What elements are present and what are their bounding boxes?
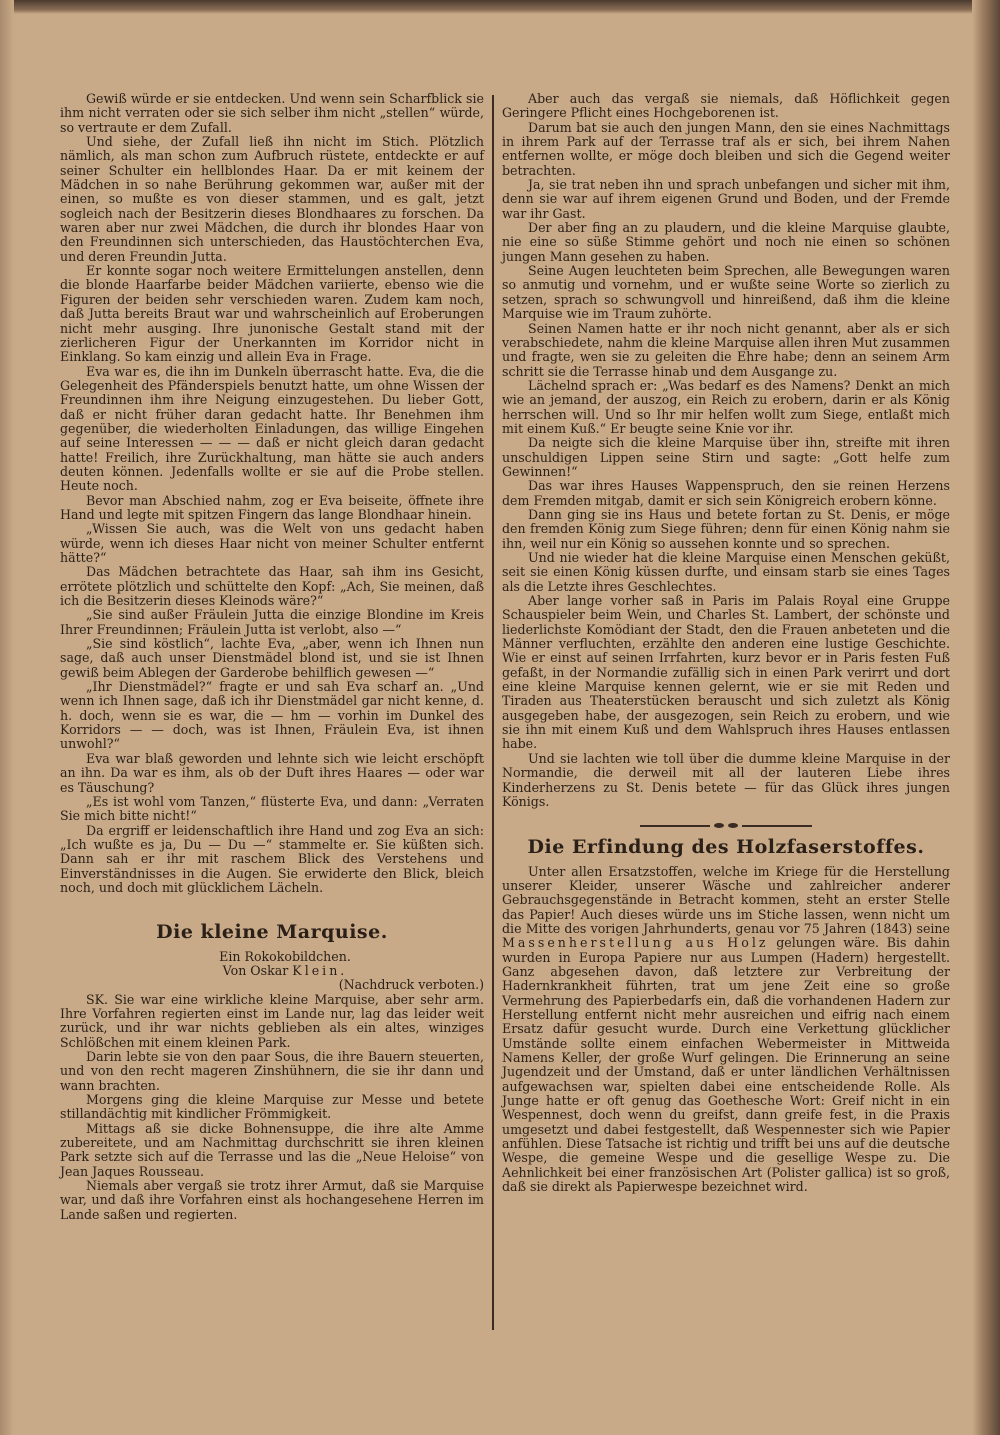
page-right-edge [972, 0, 1000, 1435]
paragraph: Morgens ging die kleine Marquise zur Messe und betete stillandächtig mit kindlicher Frömmigkeit. [60, 1092, 484, 1122]
paragraph: Und siehe, der Zufall ließ ihn nicht im Stich. Plötzlich nämlich, als man schon zum Aufbruch rüstete, entdeckte er auf seiner Schulter ein hellblondes Haar. Da er mit keinem der Mädchen in so nahe Berührung gekommen war, außer mit der einen, so mußte es von dieser stammen, und es galt, jetzt sogleich nach der Besitzerin dieses Blondhaares zu forschen. Da waren aber nur zwei Mädchen, die durch ihr blondes Haar von den Freundinnen sich unterschieden, das Haustöchterchen Eva, und deren Freundin Jutta. [60, 134, 484, 264]
paragraph: Seine Augen leuchteten beim Sprechen, alle Bewegungen waren so anmutig und vornehm, und er wußte seine Worte so zierlich zu setzen, sprach so schwungvoll und hinreißend, daß ihm die kleine Marquise wie im Traum zuhörte. [502, 263, 950, 322]
story-marquise-continued [502, 92, 950, 809]
text: gelungen wäre. Bis dahin wurden in Europa Papiere nur aus Lumpen (Hadern) hergestellt. Ganz abgesehen davon, daß letztere zur Verbreitung der Hadernkrankheit führten, trat um jene Zeit eine so große Vermehrung des Papierbedarfs ein, daß die vorhandenen Hadern zur Herstellung entfernt nicht mehr ausreichen und eifrig nach einem Ersatz dafür gesucht wurde. Durch eine Verkettung glücklicher Umstände sollte einem einfachen Webermeister in Mittweida Namens Keller, der große Wurf gelingen. Die Erinnerung an seine Jugendzeit und der Umstand, daß er unter ländlichen Verhältnissen aufgewachsen war, spielten dabei eine entscheidende Rolle. Als Junge hatte er oft genug das Goethesche Wort: Greif nicht in ein Wespennest, doch wenn du greifst, dann greife fest, in die Praxis umgesetzt und dabei festgestellt, daß Wespennester sich wie Papier anfühlen. Diese Tatsache ist richtig und trifft bei uns auf die deutsche Wespe, die gemeine Wespe und die gesellige Wespe zu. Die Aehnlichkeit bei einer französischen Art (Polister gallica) ist so groß, daß sie direkt als Papierwespe bezeichnet wird. [502, 935, 951, 1195]
paragraph: „Sie sind köstlich“, lachte Eva, „aber, wenn ich Ihnen nun sage, daß auch unser Dienstmädel blond ist, und sie ist Ihnen gewiß beim Ablegen der Garderobe behilflich gewesen —“ [60, 636, 484, 680]
paragraph: Da neigte sich die kleine Marquise über ihn, streifte mit ihren unschuldigen Lippen seine Stirn und sagte: „Gott helfe zum Gewinnen!“ [502, 435, 950, 479]
paragraph: Darin lebte sie von den paar Sous, die ihre Bauern steuerten, und von den recht mageren Zinshühnern, die sie ihr dann und wann brachten. [60, 1049, 484, 1093]
paragraph: Das Mädchen betrachtete das Haar, sah ihm ins Gesicht, errötete plötzlich und schüttelte den Kopf: „Ach, Sie meinen, daß ich die Besitzerin dieses Kleinods wäre?“ [60, 564, 484, 609]
paragraph [502, 865, 950, 1195]
story-continuation [60, 92, 484, 895]
paragraph: Und sie lachten wie toll über die dumme kleine Marquise in der Normandie, die derweil mit all der lauteren Liebe ihres Kinderherzens zu St. Denis betete — für das Glück ihres jungen Königs. [502, 750, 950, 809]
paragraph: Das war ihres Hauses Wappenspruch, den sie reinen Herzens dem Fremden mitgab, damit er sich sein Königreich erobern könne. [502, 478, 950, 508]
page-left-edge [0, 0, 14, 1435]
paragraph: „Wissen Sie auch, was die Welt von uns gedacht haben würde, wenn ich dieses Haar nicht von meiner Schulter entfernt hätte?“ [60, 521, 484, 565]
paragraph: Aber lange vorher saß in Paris im Palais Royal eine Gruppe Schauspieler beim Wein, und Charles St. Lambert, der schönste und liederlichste Komödiant der Stadt, den die Frauen anbeteten und die Männer verfluchten, erzählte den anderen eine lustige Geschichte. Wie er einst auf seinen Irrfahrten, kurz bevor er in Paris festen Fuß gefaßt, in der Normandie zufällig sich in einen Park verirrt und dort eine kleine Marquise kennen gelernt, wie er sie mit Reden und Tiraden aus Theaterstücken berauscht und sich zuletzt als König ausgegeben habe, der ausgezogen, sein Reich zu erobern, und wie sie ihn mit einem Kuß und dem Wahlspruch ihres Hauses entlassen habe. [502, 593, 950, 752]
author-name: Klein. [292, 962, 348, 978]
paragraph: Darum bat sie auch den jungen Mann, den sie eines Nachmittags in ihrem Park auf der Terrasse traf als er sich, bei ihrem Nahen entfernen wollte, er möge doch bleiben und sich die Gegend weiter betrachten. [502, 119, 950, 178]
story-subtitle: Ein Rokokobildchen. [219, 948, 351, 964]
paragraph: Und nie wieder hat die kleine Marquise einen Menschen geküßt, seit sie einen König küssen durfte, und einsam starb sie eines Tages als die Letzte ihres Geschlechtes. [502, 550, 950, 594]
paragraph: „Ihr Dienstmädel?“ fragte er und sah Eva scharf an. „Und wenn ich Ihnen sage, daß ich ihr Dienstmädel gar nicht kenne, d. h. doch, wenn sie es war, die — hm — vorhin im Dunkel des Korridors — — doch, was ist Ihnen, Fräulein Eva, ist ihnen unwohl?“ [60, 679, 484, 752]
paragraph: Bevor man Abschied nahm, zog er Eva beiseite, öffnete ihre Hand und legte mit spitzen Fingern das lange Blondhaar hinein. [60, 492, 484, 522]
article-holzfaserstoff [502, 836, 951, 1195]
left-column [60, 92, 484, 1222]
story-title: Die kleine Marquise. [156, 921, 388, 944]
article-title: Die Erfindung des Holzfaserstoffes. [527, 836, 925, 859]
reprint-notice: (Nachdruck verboten.) [338, 977, 484, 993]
paragraph: Seinen Namen hatte er ihr noch nicht genannt, aber als er sich verabschiedete, nahm die kleine Marquise allen ihren Mut zusammen und fragte, wen sie zu geleiten die Ehre habe; denn an seinem Arm schritt sie die Terrasse hinab und dem Ausgange zu. [502, 320, 950, 379]
paragraph: Dann ging sie ins Haus und betete fortan zu St. Denis, er möge den fremden König zum Siege führen; denn für einen König nahm sie ihn, weil nur ein König so aussehen konnte und so sprechen. [502, 506, 950, 551]
paragraph: Der aber fing an zu plaudern, und die kleine Marquise glaubte, nie eine so süße Stimme gehört und noch nie einen so schönen jungen Mann gesehen zu haben. [502, 220, 950, 264]
story-marquise [60, 921, 484, 1222]
page-top-edge [0, 0, 1000, 14]
paragraph: Gewiß würde er sie entdecken. Und wenn sein Scharfblick sie ihm nicht verraten oder sie sich selber ihm nicht „stellen“ würde, so vertraute er dem Zufall. [60, 91, 484, 135]
paragraph: „Es ist wohl vom Tanzen,“ flüsterte Eva, und dann: „Verraten Sie mich bitte nicht!“ [60, 793, 484, 824]
paragraph: Er konnte sogar noch weitere Ermittelungen anstellen, denn die blonde Haarfarbe beider Mädchen variierte, ebenso wie die Figuren der beiden sehr verschieden waren. Zudem kam noch, daß Jutta bereits Braut war und wahrscheinlich auf Eroberungen nicht mehr ausging. Ihre junonische Gestalt stand mit der zierlicheren Figur der Unerkannten im Korridor nicht in Einklang. So kam einzig und allein Eva in Frage. [60, 263, 484, 365]
paragraph: Mittags aß sie dicke Bohnensuppe, die ihre alte Amme zubereitete, und am Nachmittag durchschritt sie ihren kleinen Park setzte sich auf die Terrasse und las die „Neue Heloise“ von Jean Jaques Rousseau. [60, 1120, 484, 1179]
paragraph: Ja, sie trat neben ihn und sprach unbefangen und sicher mit ihm, denn sie war auf ihrem eigenen Grund und Boden, und der Fremde war ihr Gast. [502, 177, 950, 221]
paragraph: SK. Sie war eine wirkliche kleine Marquise, aber sehr arm. Ihre Vorfahren regierten einst im Lande nur, lag das leider weit zurück, und ihr war nichts geblieben als ein altes, winziges Schlößchen mit einem kleinen Park. [60, 991, 484, 1050]
byline-prefix: Von Oskar [222, 962, 289, 978]
emphasized-text: Massenherstellung aus Holz [502, 935, 769, 951]
text: Unter allen Ersatzstoffen, welche im Kriege für die Herstellung unserer Kleider, unserer Wäsche und zahlreicher anderer Gebrauchsgegenstände in Betracht kommen, steht an erster Stelle das Papier! Auch dieses würde uns im Stiche lassen, wenn nicht um die Mitte des vorigen Jahrhunderts, genau vor 75 Jahren (1843) seine [502, 863, 950, 936]
column-divider [492, 95, 494, 1330]
story-byline [60, 964, 484, 978]
paragraph: Lächelnd sprach er: „Was bedarf es des Namens? Denkt an mich wie an jemand, der auszog, ein Reich zu erobern, darin er als König herrschen will. Und so Ihr mir helfen wollt zum Siege, entlaßt mich mit einem Kuß.“ Er beugte seine Knie vor ihr. [502, 377, 950, 436]
paragraph: „Sie sind außer Fräulein Jutta die einzige Blondine im Kreis Ihrer Freundinnen; Fräulein Jutta ist verlobt, also —“ [60, 607, 484, 637]
paragraph: Eva war es, die ihn im Dunkeln überrascht hatte. Eva, die die Gelegenheit des Pfänderspiels benutzt hatte, um ohne Wissen der Freundinnen ihm ihre Neigung einzugestehen. Du lieber Gott, daß er nicht früher daran gedacht hatte. Ihr Benehmen ihm gegenüber, die wiederholten Einladungen, das willige Eingehen auf seine Interessen — — — daß er nicht gleich daran gedacht hatte! Freilich, ihre Zurückhaltung, man hätte sie auch anders deuten können. Jedenfalls wollte er sie auf die Probe stellen. Heute noch. [60, 363, 484, 494]
paragraph: Da ergriff er leidenschaftlich ihre Hand und zog Eva an sich: „Ich wußte es ja, Du — Du —“ stammelte er. Sie küßten sich. Dann sah er ihr mit raschem Blick des Verstehens und Einverständnisses in die Augen. Sie erwiderte den Blick, bleich noch, und doch mit glücklichem Lächeln. [60, 822, 484, 895]
paragraph: Aber auch das vergaß sie niemals, daß Höflichkeit gegen Geringere Pflicht eines Hochgeborenen ist. [502, 91, 950, 121]
paragraph: Niemals aber vergaß sie trotz ihrer Armut, daß sie Marquise war, und daß ihre Vorfahren einst als hochangesehene Herren im Lande saßen und regierten. [60, 1178, 484, 1222]
right-column [502, 92, 950, 1194]
section-ornament [502, 823, 950, 828]
paragraph: Eva war blaß geworden und lehnte sich wie leicht erschöpft an ihn. Da war es ihm, als ob der Duft ihres Haares — oder war es Täuschung? [60, 750, 484, 795]
